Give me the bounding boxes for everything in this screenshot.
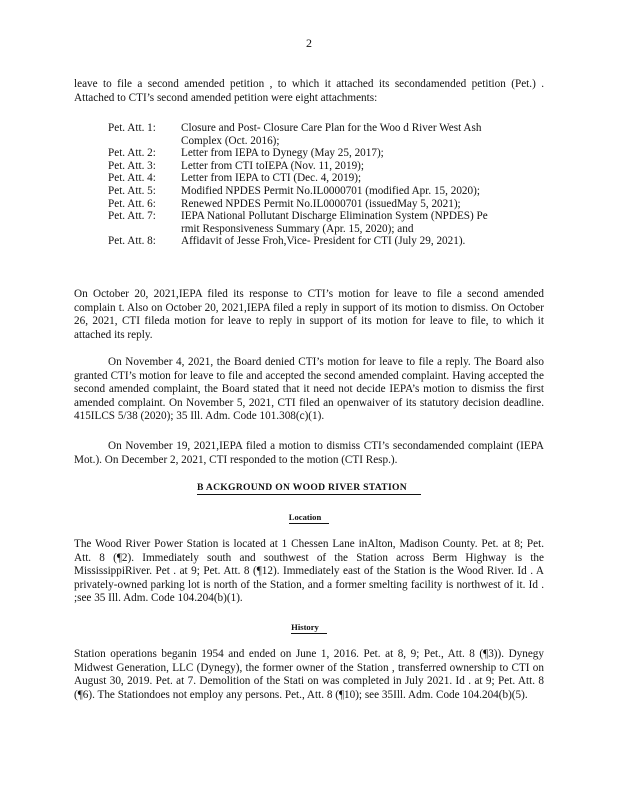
intro-paragraph: leave to file a second amended petition , to which it attached its secondamended petition (Pet.) . Attached to CTI’s second amended petition were eight attachments: bbox=[74, 78, 544, 104]
attachment-label: Pet. Att. 3: bbox=[108, 159, 156, 172]
november-4-paragraph: On November 4, 2021, the Board denied CTI’s motion for leave to file a reply. The Board also granted CTI’s motion for leave to file and accepted the second amended complaint. Having accepted the second amended complaint, the Board stated that it need not decide IEPA’s motion to dismiss the first amended complaint. On November 5, 2021, CTI filed an openwaiver of its statutory decision deadline. 415ILCS 5/38 (2020); 35 Ill. Adm. Code 101.308(c)(1). bbox=[74, 356, 544, 423]
attachment-label: Pet. Att. 6: bbox=[108, 197, 156, 210]
november-19-paragraph: On November 19, 2021,IEPA filed a motion to dismiss CTI’s secondamended complaint (IEPA Mot.). On December 2, 2021, CTI responded to the motion (CTI Resp.). bbox=[74, 440, 544, 466]
attachment-list bbox=[108, 122, 508, 248]
history-paragraph: Station operations beganin 1954 and ended on June 1, 2016. Pet. at 8, 9; Pet., Att. 8 (¶3)). Dynegy Midwest Generation, LLC (Dynegy), the former owner of the Station , transferred ownership to CTI on August 30, 2019. Pet. at 7. Demolition of the Stati on was completed in July 2021. Id . at 9; Pet. Att. 8 (¶6). The Stationdoes not employ any persons. Pet., Att. 8 (¶10); see 35Ill. Adm. Code 104.204(b)(5). bbox=[74, 648, 544, 701]
attachment-label: Pet. Att. 7: bbox=[108, 210, 156, 223]
list-item bbox=[108, 122, 508, 147]
location-heading: Location bbox=[0, 512, 618, 522]
history-heading: History bbox=[0, 622, 618, 632]
attachment-label: Pet. Att. 8: bbox=[108, 235, 156, 248]
list-item bbox=[108, 172, 508, 185]
location-paragraph: The Wood River Power Station is located at 1 Chessen Lane inAlton, Madison County. Pet. at 8; Pet. Att. 8 (¶2). Immediately south and southwest of the Station across Berm Highway is the MississippiRiver. Pet . at 9; Pet. Att. 8 (¶12). Immediately east of the Station is the Wood River. Id . A privately-owned parking lot is north of the Station, and a former smelting facility is northwest of it. Id . ;see 35 Ill. Adm. Code 104.204(b)(1). bbox=[74, 538, 544, 605]
attachment-text: IEPA National Pollutant Discharge Elimination System (NPDES) Pe rmit Responsiveness Summary (Apr. 15, 2020); and bbox=[181, 210, 488, 235]
attachment-label: Pet. Att. 1: bbox=[108, 122, 156, 134]
list-item bbox=[108, 160, 508, 173]
attachment-text: Closure and Post- Closure Care Plan for the Woo d River West Ash Complex (Oct. 2016); bbox=[181, 122, 482, 147]
attachment-label: Pet. Att. 2: bbox=[108, 147, 156, 160]
background-heading: B ACKGROUND ON WOOD RIVER STATION bbox=[0, 482, 618, 493]
page-number: 2 bbox=[306, 36, 312, 50]
list-item bbox=[108, 185, 508, 198]
october-paragraph: On October 20, 2021,IEPA filed its response to CTI’s motion for leave to file a second amended complain t. Also on October 20, 2021,IEPA filed a reply in support of its motion to dismiss. On October 26, 2021, CTI fileda motion for leave to reply in support of its motion for leave to file, to which it attached its reply. bbox=[74, 288, 544, 341]
list-item bbox=[108, 210, 508, 235]
list-item bbox=[108, 235, 508, 248]
attachment-label: Pet. Att. 5: bbox=[108, 184, 156, 197]
list-item bbox=[108, 147, 508, 160]
attachment-text: Affidavit of Jesse Froh,Vice- President for CTI (July 29, 2021). bbox=[181, 235, 466, 248]
list-item bbox=[108, 198, 508, 211]
attachment-text: Letter from IEPA to CTI (Dec. 4, 2019); bbox=[181, 172, 362, 185]
attachment-label: Pet. Att. 4: bbox=[108, 172, 156, 185]
attachment-text: Renewed NPDES Permit No.IL0000701 (issuedMay 5, 2021); bbox=[181, 197, 461, 210]
attachment-text: Letter from CTI toIEPA (Nov. 11, 2019); bbox=[181, 159, 365, 172]
attachment-text: Letter from IEPA to Dynegy (May 25, 2017); bbox=[181, 147, 384, 160]
attachment-text: Modified NPDES Permit No.IL0000701 (modified Apr. 15, 2020); bbox=[181, 184, 480, 197]
